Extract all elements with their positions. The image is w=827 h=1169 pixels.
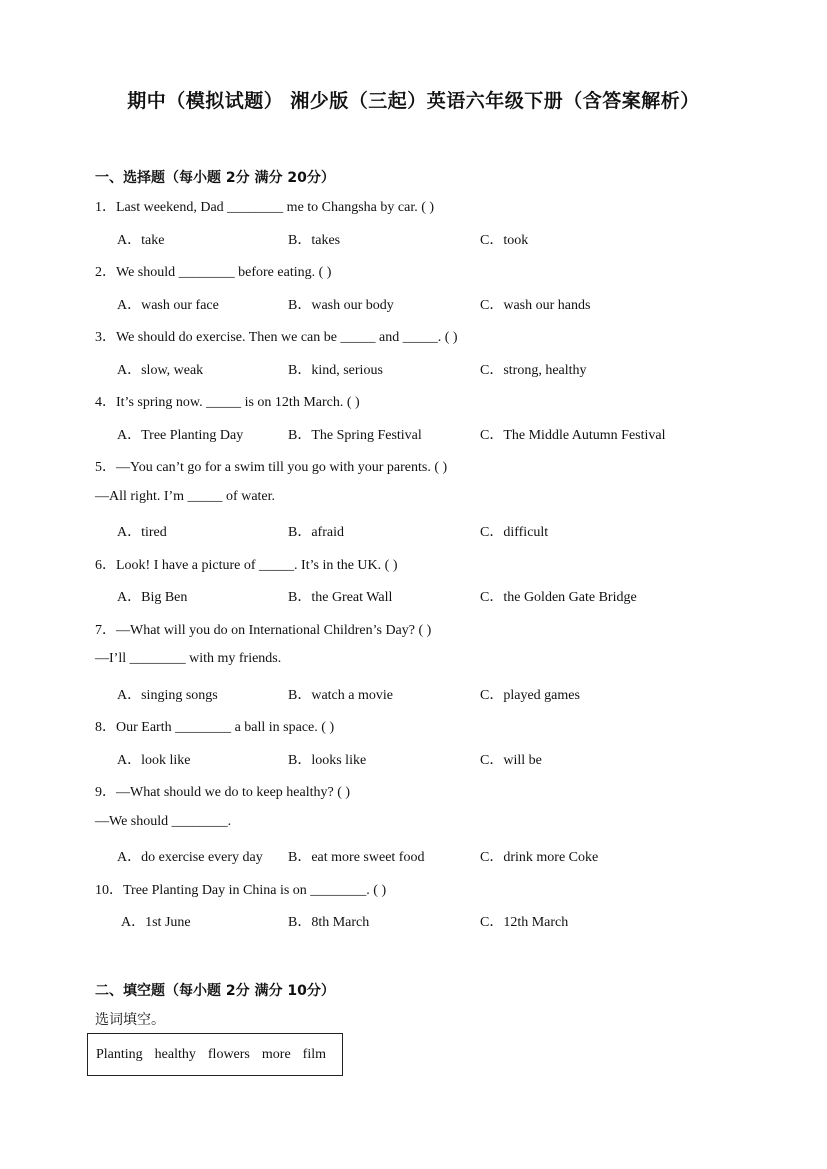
question-1-option-a[interactable]: A．take <box>117 232 165 248</box>
question-8-line: 8．Our Earth ________ a ball in space. ( ) <box>95 720 335 735</box>
question-6-option-b[interactable]: B．the Great Wall <box>288 590 393 605</box>
question-2-option-c[interactable]: C．wash our hands <box>480 297 591 313</box>
question-9-line: 9．—What should we do to keep healthy? ( ) <box>95 785 351 800</box>
word-bank-item: film <box>302 1046 326 1062</box>
question-7-line: —I’ll ________ with my friends. <box>95 651 282 666</box>
question-2-line: 2．We should ________ before eating. ( ) <box>95 265 332 280</box>
question-5-option-c[interactable]: C．difficult <box>480 525 549 540</box>
question-2-option-b[interactable]: B．wash our body <box>288 297 394 313</box>
section-heading-choice: 一、选择题（每小题 2分 满分 20分） <box>95 170 335 186</box>
question-9-option-b[interactable]: B．eat more sweet food <box>288 850 425 865</box>
question-9-line: —We should ________. <box>95 813 232 829</box>
question-3-option-a[interactable]: A．slow, weak <box>117 362 204 378</box>
question-4-line: 4．It’s spring now. _____ is on 12th March. ( ) <box>95 395 360 410</box>
question-5-line: —All right. I’m _____ of water. <box>95 488 276 504</box>
word-bank-box <box>87 1033 343 1076</box>
question-5-line: 5．—You can’t go for a swim till you go with your parents. ( ) <box>95 460 448 475</box>
question-10-option-b[interactable]: B．8th March <box>288 915 370 930</box>
question-10-option-c[interactable]: C．12th March <box>480 915 569 930</box>
word-bank-item: more <box>261 1046 291 1062</box>
question-3-option-b[interactable]: B．kind, serious <box>288 362 383 378</box>
question-5-option-a[interactable]: A．tired <box>117 525 167 540</box>
fill-instruction: 选词填空。 <box>95 1012 165 1028</box>
question-7-option-b[interactable]: B．watch a movie <box>288 687 393 703</box>
question-1-option-c[interactable]: C．took <box>480 232 529 248</box>
question-6-option-c[interactable]: C．the Golden Gate Bridge <box>480 590 637 605</box>
question-4-option-b[interactable]: B．The Spring Festival <box>288 427 422 443</box>
question-2-option-a[interactable]: A．wash our face <box>117 297 219 313</box>
question-8-option-c[interactable]: C．will be <box>480 752 542 768</box>
question-4-option-c[interactable]: C．The Middle Autumn Festival <box>480 427 666 443</box>
question-9-option-a[interactable]: A．do exercise every day <box>117 850 263 865</box>
question-5-option-b[interactable]: B．afraid <box>288 525 344 540</box>
page-title: 期中（模拟试题） 湘少版（三起）英语六年级下册（含答案解析） <box>127 90 700 112</box>
word-bank-item: flowers <box>207 1046 250 1062</box>
question-8-option-a[interactable]: A．look like <box>117 752 191 768</box>
question-3-option-c[interactable]: C．strong, healthy <box>480 362 587 378</box>
word-bank-item: healthy <box>154 1046 196 1062</box>
question-7-option-c[interactable]: C．played games <box>480 687 580 703</box>
question-9-option-c[interactable]: C．drink more Coke <box>480 850 599 865</box>
question-10-option-a[interactable]: A．1st June <box>121 915 191 930</box>
question-7-line: 7．—What will you do on International Children’s Day? ( ) <box>95 622 432 638</box>
word-bank-item: Planting <box>96 1046 143 1062</box>
question-7-option-a[interactable]: A．singing songs <box>117 687 218 703</box>
question-8-option-b[interactable]: B．looks like <box>288 752 367 768</box>
question-6-line: 6．Look! I have a picture of _____. It’s in the UK. ( ) <box>95 557 398 573</box>
question-6-option-a[interactable]: A．Big Ben <box>117 590 188 605</box>
question-1-option-b[interactable]: B．takes <box>288 232 341 248</box>
question-4-option-a[interactable]: A．Tree Planting Day <box>117 427 244 443</box>
section-heading-fill: 二、填空题（每小题 2分 满分 10分） <box>95 983 335 999</box>
question-3-line: 3．We should do exercise. Then we can be _____ and _____. ( ) <box>95 330 458 345</box>
question-1-line: 1．Last weekend, Dad ________ me to Changsha by car. ( ) <box>95 200 435 215</box>
question-10-line: 10．Tree Planting Day in China is on ________. ( ) <box>95 882 387 898</box>
